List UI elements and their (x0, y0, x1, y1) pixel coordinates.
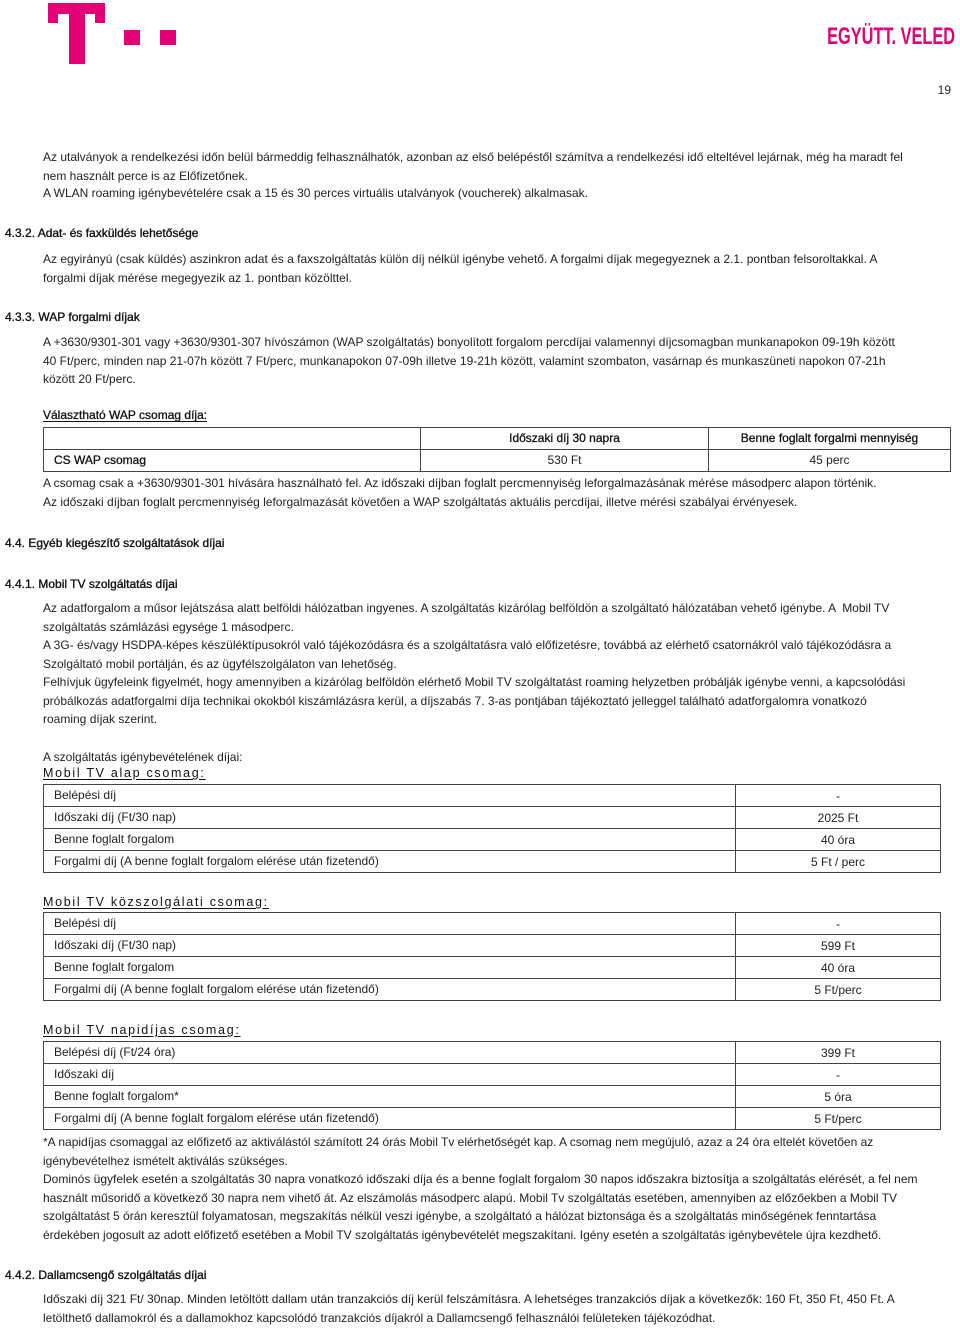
fee-label: Benne foglalt forgalom* (44, 1086, 736, 1108)
wlan-note (43, 184, 588, 203)
paragraph-line: Szolgáltató mobil portálján, és az ügyfélszolgálaton van lehetőség. (43, 656, 397, 671)
wap-header-included-amount: Benne foglalt forgalmi mennyiség (709, 428, 951, 450)
fee-label: Forgalmi díj (A benne foglalt forgalom elérése után fizetendő) (44, 979, 736, 1001)
paragraph-line: szolgáltatást 5 órán keresztül folyamatosan, megszakítás nélkül veszi igénybe, a szolgáltató a hálózat biztonsága és a szolgáltatás minőségének fenntartása (43, 1209, 877, 1223)
fee-value: 599 Ft (736, 935, 941, 957)
paragraph-line: 40 Ft/perc, minden nap 21-07h között 7 Ft/perc, munkanapokon 07-09h illetve 19-21h között, valamint szombaton, vasárnap és munkaszüneti napokon 07-21h (43, 353, 886, 368)
fee-row (44, 935, 941, 957)
paragraph-line: Az időszaki díjban foglalt percmennyiség leforgalmazását követően a WAP szolgáltatás aktuális percdíjai, illetve mérési szabályai érvényesek. (43, 494, 798, 509)
wap-package-fee: 530 Ft (421, 450, 709, 472)
logo-t-left-tab (48, 14, 58, 23)
mobil-tv-paragraph (43, 673, 905, 729)
fee-label: Belépési díj (44, 913, 736, 935)
paragraph-line: A szolgáltatás igénybevételének díjai: (43, 750, 243, 764)
telekom-t-logo-icon (0, 0, 190, 70)
paragraph-line: Az adatforgalom a műsor lejátszása alatt belföldi hálózatban ingyenes. A szolgáltatás kizárólag belföldön a szolgáltató hálózatában vehető igénybe. A Mobil TV (43, 601, 890, 615)
fee-value: 5 Ft/perc (736, 979, 941, 1001)
fee-row (44, 1086, 941, 1108)
fee-value: 5 Ft / perc (736, 851, 941, 873)
paragraph-line: A +3630/9301-301 vagy +3630/9301-307 hívószámon (WAP szolgáltatás) bonyolított forgalom percdíjai valamennyi díjcsomagban munkanapokon 09-19h között (43, 335, 895, 349)
fee-value: - (736, 785, 941, 807)
fee-row (44, 851, 941, 873)
wap-table-corner-cell (44, 428, 421, 450)
fees-intro (43, 748, 242, 767)
package-title: Mobil TV közszolgálati csomag: (43, 895, 269, 909)
intro-paragraph (43, 148, 903, 185)
section-heading-4-3-2: 4.3.2. Adat- és faxküldés lehetősége (5, 226, 199, 240)
brand-slogan: EGYÜTT. VELED (827, 23, 955, 50)
logo-shapes (48, 3, 176, 64)
wap-package-label (43, 406, 207, 425)
paragraph-line: Időszaki díj 321 Ft/ 30nap. Minden letöltött dallam után tranzakciós díj kerül felszámításra. A lehetséges tranzakciós díjak a következők: 160 Ft, 350 Ft, 450 Ft. A (43, 1292, 895, 1306)
logo-t-stem (69, 14, 85, 64)
fee-label: Időszaki díj (44, 1064, 736, 1086)
paragraph-line: letölthető dallamokról és a dallamokhoz kapcsolódó tranzakciós díjakról a Dallamcsengő felhasználói felületeken tájékozódhat. (43, 1310, 716, 1325)
section-4-3-2-paragraph (43, 250, 877, 287)
package-title: Mobil TV napidíjas csomag: (43, 1023, 241, 1037)
fee-label: Forgalmi díj (A benne foglalt forgalom elérése után fizetendő) (44, 1108, 736, 1130)
fee-table (43, 784, 941, 873)
fee-label: Benne foglalt forgalom (44, 829, 736, 851)
section-heading-4-4: 4.4. Egyéb kiegészítő szolgáltatások díjai (5, 536, 225, 550)
fee-table (43, 1041, 941, 1130)
section-heading-4-3-3: 4.3.3. WAP forgalmi díjak (5, 310, 140, 324)
wap-notes (43, 474, 877, 511)
page-number: 19 (937, 83, 951, 97)
wap-header-period-fee: Időszaki díj 30 napra (421, 428, 709, 450)
mobil-tv-paragraph (43, 599, 889, 636)
fee-row (44, 785, 941, 807)
domino-note (43, 1170, 918, 1244)
paragraph-line: A csomag csak a +3630/9301-301 hívására használható fel. Az időszaki díjban foglalt percmennyiség leforgalmazásának mérése másodperc alapon történik. (43, 476, 877, 490)
fee-label: Időszaki díj (Ft/30 nap) (44, 807, 736, 829)
fee-row (44, 1042, 941, 1064)
fee-value: 2025 Ft (736, 807, 941, 829)
fee-value: 399 Ft (736, 1042, 941, 1064)
paragraph-line: igénybevételhez ismételt aktiválás szükséges. (43, 1153, 288, 1168)
paragraph-line: *A napidíjas csomaggal az előfizető az aktiválástól számított 24 órás Mobil Tv elérhetőségét kap. A csomag nem megújuló, azaz a 24 óra eltelét követően az (43, 1135, 874, 1149)
paragraph-line: érdekében jogosult az adott előfizető esetében a Mobil TV szolgáltatás igénybevételét megszakítani. Igény esetén a szolgáltatás igénybevétele újra kezdhető. (43, 1227, 882, 1242)
fee-value: 5 óra (736, 1086, 941, 1108)
mobil-tv-paragraph (43, 636, 891, 673)
package-title: Mobil TV alap csomag: (43, 766, 206, 780)
logo-t-right-tab (95, 14, 105, 23)
fee-label: Időszaki díj (Ft/30 nap) (44, 935, 736, 957)
paragraph-line: A WLAN roaming igénybevételére csak a 15 és 30 perces virtuális utalványok (voucherek) alkalmasak. (43, 186, 588, 200)
paragraph-line: Az egyirányú (csak küldés) aszinkron adat és a faxszolgáltatás külön díj nélkül igénybe vehető. A forgalmi díjak megegyeznek a 2.1. pontban felsoroltakkal. A (43, 252, 878, 266)
fee-row (44, 807, 941, 829)
fee-row (44, 913, 941, 935)
paragraph-line: szolgáltatás számlázási egysége 1 másodperc. (43, 619, 294, 634)
fee-value: - (736, 913, 941, 935)
paragraph-line: Felhívjuk ügyfeleink figyelmét, hogy amennyiben a kizárólag belföldön elérhető Mobil TV szolgáltatást roaming helyzetben próbálják igénybe venni, a kapcsolódási (43, 675, 906, 689)
paragraph-line: között 20 Ft/perc. (43, 372, 136, 386)
wap-package-table (43, 427, 951, 472)
fee-value: 40 óra (736, 829, 941, 851)
fee-row (44, 1064, 941, 1086)
section-4-3-3-paragraph (43, 333, 895, 389)
fee-value: 5 Ft/perc (736, 1108, 941, 1130)
fee-label: Forgalmi díj (A benne foglalt forgalom elérése után fizetendő) (44, 851, 736, 873)
wap-package-included: 45 perc (709, 450, 951, 472)
section-heading-4-4-1: 4.4.1. Mobil TV szolgáltatás díjai (5, 577, 178, 591)
paragraph-line: nem használt perce is az Előfizetőnek. (43, 168, 248, 183)
ringtone-paragraph (43, 1290, 895, 1327)
logo-t-crossbar (48, 3, 105, 14)
fee-row (44, 1108, 941, 1130)
paragraph-line: roaming díjak szerint. (43, 712, 158, 726)
fee-row (44, 829, 941, 851)
fee-label: Belépési díj (Ft/24 óra) (44, 1042, 736, 1064)
fee-row (44, 979, 941, 1001)
paragraph-line: A 3G- és/vagy HSDPA-képes készüléktípusokról való tájékozódásra és a szolgáltatásra való előfizetésre, továbbá az elérhető csatornákról való tájékozódásra a (43, 638, 892, 652)
fee-value: - (736, 1064, 941, 1086)
fee-table (43, 912, 941, 1001)
paragraph-line: próbálkozás adatforgalmi díja technikai okokból kiszámlázásra kerül, a díjszabás 7. 3-as pontjában tájékoztató jelleggel található adatforgalomra vonatkozó (43, 693, 867, 708)
daily-package-footnote (43, 1133, 873, 1170)
section-heading-4-4-2: 4.4.2. Dallamcsengő szolgáltatás díjai (5, 1268, 207, 1282)
wap-package-name: CS WAP csomag (44, 450, 421, 472)
logo-square (124, 30, 140, 45)
fee-label: Belépési díj (44, 785, 736, 807)
paragraph-line: forgalmi díjak mérése megegyezik az 1. pontban közölttel. (43, 270, 352, 285)
wap-table-header-row (44, 428, 951, 450)
wap-package-label-text: Választható WAP csomag díja: (43, 408, 208, 422)
paragraph-line: használt műsoridő a következő 30 napra nem vihető át. Az elszámolás másodperc alapú. Mobil Tv szolgáltatás esetében, amennyiben az előzőekben a Mobil TV (43, 1190, 898, 1205)
wap-table-row (44, 450, 951, 472)
paragraph-line: Az utalványok a rendelkezési időn belül bármeddig felhasználhatók, azonban az első belépéstől számítva a rendelkezési idő elteltével lejárnak, még ha maradt fel (43, 150, 903, 164)
fee-value: 40 óra (736, 957, 941, 979)
logo-square (160, 30, 176, 45)
paragraph-line: Dominós ügyfelek esetén a szolgáltatás 30 napra vonatkozó időszaki díja és a benne foglalt forgalom 30 napos időszakra biztosítja a szolgáltatás elérését, a fel nem (43, 1172, 918, 1186)
fee-label: Benne foglalt forgalom (44, 957, 736, 979)
fee-row (44, 957, 941, 979)
